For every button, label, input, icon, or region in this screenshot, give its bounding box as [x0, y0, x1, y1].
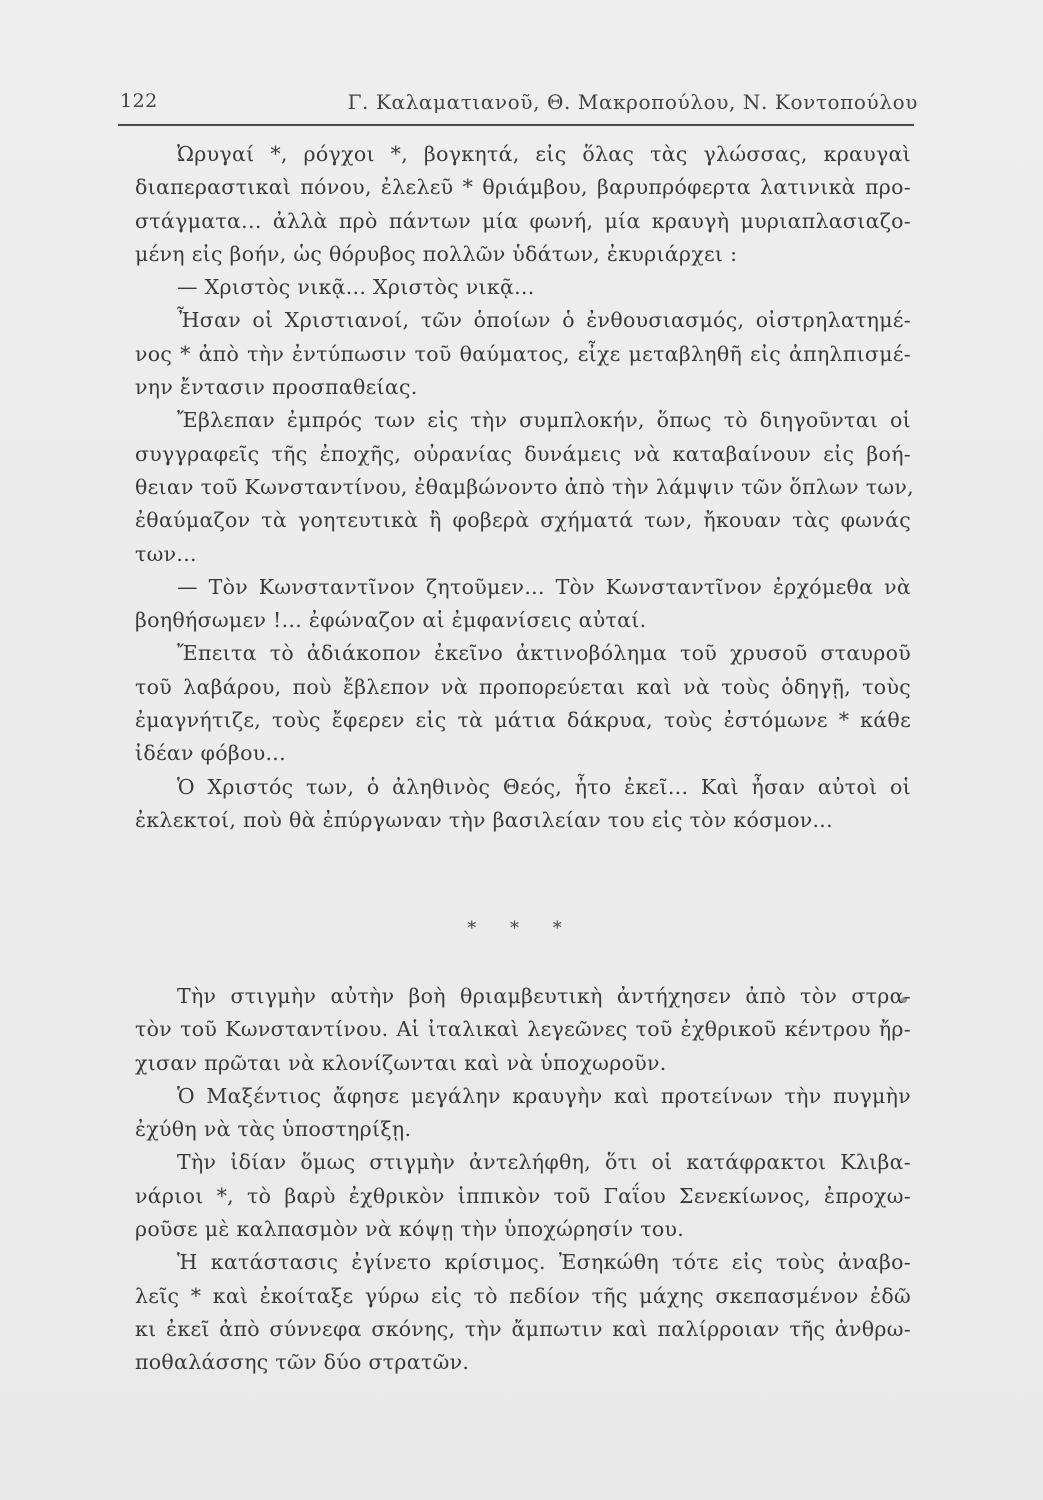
text-line: κι ἐκεῖ ἀπὸ σύννεφα σκόνης, τὴν ἄμπωτιν καὶ παλίρροιαν τῆς ἀνθρω-: [135, 1316, 911, 1341]
text-line: Ἔπειτα τὸ ἀδιάκοπον ἐκεῖνο ἀκτινοβόλημα τοῦ χρυσοῦ σταυροῦ: [177, 641, 911, 666]
text-line: Ὁ Χριστός των, ὁ ἀληθινὸς Θεός, ἦτο ἐκεῖ... Καὶ ἦσαν αὐτοὶ οἱ: [177, 774, 911, 799]
running-head-authors: Γ. Καλαματιανοῦ, Θ. Μακροπούλου, Ν. Κοντοπούλου: [347, 90, 918, 114]
text-line: βοηθήσωμεν !... ἐφώναζον αἱ ἐμφανίσεις αὐταί.: [135, 608, 647, 633]
text-line: νάριοι *, τὸ βαρὺ ἐχθρικὸν ἱππικὸν τοῦ Γαΐου Σενεκίωνος, ἐπροχω-: [135, 1183, 911, 1208]
text-line: Ἡ κατάστασις ἐγίνετο κρίσιμος. Ἐσηκώθη τότε εἰς τοὺς ἀναβο-: [177, 1250, 911, 1275]
text-line: ἐμαγνήτιζε, τοὺς ἔφερεν εἰς τὰ μάτια δάκρυα, τοὺς ἐστόμωνε * κάθε: [135, 708, 911, 733]
text-line: Τὴν στιγμὴν αὐτὴν βοὴ θριαμβευτικὴ ἀντήχησεν ἀπὸ τὸν στρα-: [177, 984, 911, 1008]
text-line: ἐχύθη νὰ τὰς ὑποστηρίξῃ.: [135, 1117, 412, 1142]
text-line: τοῦ λαβάρου, ποὺ ἔβλεπον νὰ προπορεύεται καὶ νὰ τοὺς ὁδηγῇ, τοὺς: [135, 674, 911, 699]
text-line: ἰδέαν φόβου...: [135, 741, 286, 766]
text-line: στάγματα... ἀλλὰ πρὸ πάντων μία φωνή, μία κραυγὴ μυριαπλασιαζο-: [135, 208, 911, 233]
text-line: Ὁ Μαξέντιος ἄφησε μεγάλην κραυγὴν καὶ προτείνων τὴν πυγμὴν: [177, 1083, 911, 1108]
text-line: — Τὸν Κωνσταντῖνον ζητοῦμεν... Τὸν Κωνσταντῖνον ἐρχόμεθα νὰ: [177, 574, 911, 599]
text-line: ροῦσε μὲ καλπασμὸν νὰ κόψῃ τὴν ὑποχώρησίν του.: [135, 1217, 685, 1242]
header-rule: [118, 124, 914, 126]
text-line: Ἔβλεπαν ἐμπρός των εἰς τὴν συμπλοκήν, ὅπως τὸ διηγοῦνται οἱ: [177, 408, 911, 433]
text-line: — Χριστὸς νικᾷ... Χριστὸς νικᾷ...: [177, 275, 535, 300]
text-line: συγγραφεῖς τῆς ἐποχῆς, οὐρανίας δυνάμεις νὰ καταβαίνουν εἰς βοή-: [135, 441, 911, 466]
text-block-2: [135, 980, 911, 1380]
text-line: νος * ἀπὸ τὴν ἐντύπωσιν τοῦ θαύματος, εἶχε μεταβληθῆ εἰς ἀπηλπισμέ-: [135, 341, 911, 366]
text-line: ποθαλάσσης τῶν δύο στρατῶν.: [135, 1350, 470, 1375]
text-line: νην ἔντασιν προσπαθείας.: [135, 375, 418, 400]
page-header: [118, 88, 918, 124]
text-line: ἐθαύμαζον τὰ γοητευτικὰ ἢ φοβερὰ σχήματά των, ἤκουαν τὰς φωνάς: [135, 508, 911, 533]
page-number: 122: [120, 90, 158, 112]
text-line: διαπεραστικαὶ πόνου, ἐλελεῦ * θριάμβου, βαρυπρόφερτα λατινικὰ προ-: [135, 175, 911, 200]
text-line: χισαν πρῶται νὰ κλονίζωνται καὶ νὰ ὑποχωροῦν.: [135, 1050, 667, 1075]
text-line: μένη εἰς βοήν, ὡς θόρυβος πολλῶν ὑδάτων, ἐκυριάρχει :: [135, 241, 738, 266]
section-separator: * * *: [467, 918, 576, 939]
text-line: θειαν τοῦ Κωνσταντίνου, ἐθαμβώνοντο ἀπὸ τὴν λάμψιν τῶν ὅπλων των,: [135, 474, 914, 499]
text-line: Ἦσαν οἱ Χριστιανοί, τῶν ὁποίων ὁ ἐνθουσιασμός, οἰστρηλατημέ-: [177, 308, 911, 333]
text-line: Ὠρυγαί *, ρόγχοι *, βογκητά, εἰς ὅλας τὰς γλώσσας, κραυγαὶ: [177, 142, 911, 166]
text-line: λεῖς * καὶ ἐκοίταξε γύρω εἰς τὸ πεδίον τῆς μάχης σκεπασμένον ἐδῶ: [135, 1283, 911, 1308]
text-line: των...: [135, 541, 197, 566]
text-line: Τὴν ἰδίαν ὅμως στιγμὴν ἀντελήφθη, ὅτι οἱ κατάφρακτοι Κλιβα-: [177, 1150, 911, 1175]
text-line: ἐκλεκτοί, ποὺ θὰ ἐπύργωναν τὴν βασιλείαν του εἰς τὸν κόσμον...: [135, 807, 833, 832]
text-line: τὸν τοῦ Κωνσταντίνου. Αἱ ἰταλικαὶ λεγεῶνες τοῦ ἐχθρικοῦ κέντρου ἤρ-: [135, 1017, 911, 1042]
text-block-1: [135, 138, 914, 837]
